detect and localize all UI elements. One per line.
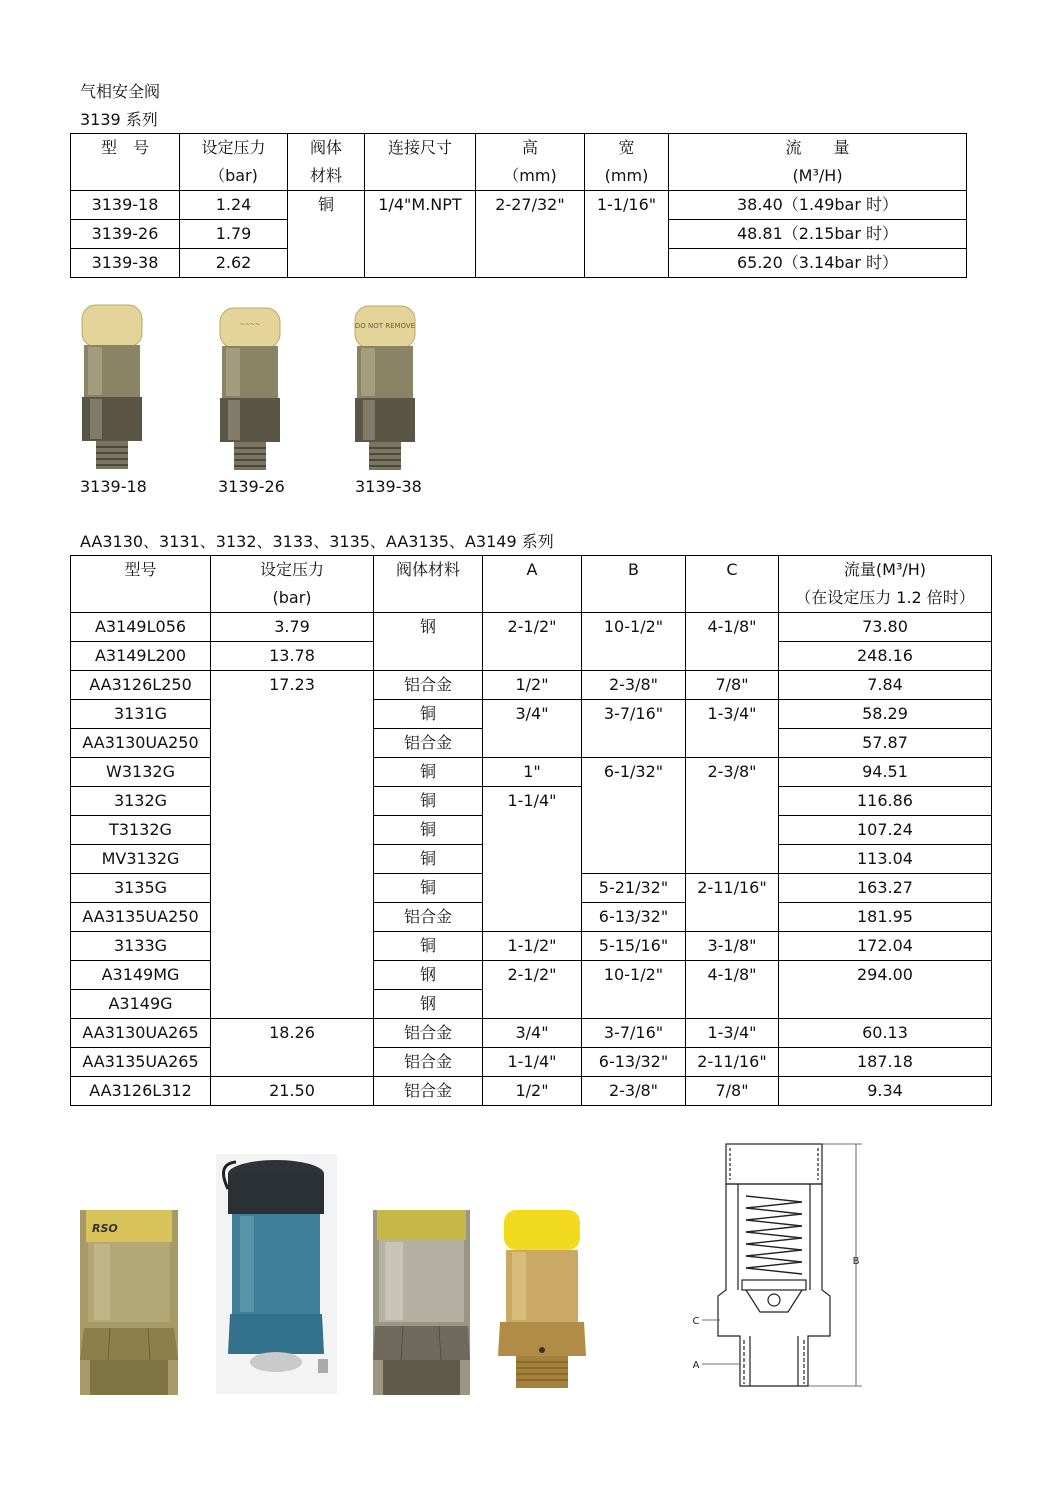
cell-material: 铜 bbox=[288, 191, 365, 278]
cell-pressure: 21.50 bbox=[211, 1077, 374, 1106]
cell-connection: 1/4"M.NPT bbox=[365, 191, 476, 278]
cell-material: 铝合金 bbox=[374, 1048, 483, 1077]
cell-flow: 57.87 bbox=[779, 729, 992, 758]
cell-flow: 38.40（1.49bar 时） bbox=[669, 191, 967, 220]
cell-model: 3139-26 bbox=[71, 220, 180, 249]
cell-c: 4-1/8" bbox=[686, 961, 779, 1019]
table-row bbox=[71, 191, 967, 220]
table-row bbox=[71, 613, 992, 642]
cell-model: A3149L200 bbox=[71, 642, 211, 671]
cell-material: 钢 bbox=[374, 613, 483, 671]
cell-c: 2-3/8" bbox=[686, 758, 779, 874]
cell-pressure: 2.62 bbox=[180, 249, 288, 278]
cell-c: 7/8" bbox=[686, 1077, 779, 1106]
cell-a: 1" bbox=[483, 758, 582, 787]
cell-material: 铜 bbox=[374, 787, 483, 816]
table-row bbox=[71, 1019, 992, 1048]
cell-pressure: 18.26 bbox=[211, 1019, 374, 1077]
photo-caption: 3139-26 bbox=[218, 477, 285, 496]
header-flow: 流 量 (M³/H) bbox=[669, 134, 967, 191]
cell-a: 1-1/4" bbox=[483, 787, 582, 932]
cell-flow: 294.00 bbox=[779, 961, 992, 1019]
cell-pressure: 1.24 bbox=[180, 191, 288, 220]
valve-photo-3139-26 bbox=[218, 308, 288, 470]
diagram-label-a: A bbox=[692, 1360, 700, 1371]
valve-photo-brass-rso bbox=[80, 1210, 178, 1395]
cell-material: 铝合金 bbox=[374, 1077, 483, 1106]
cell-c: 2-11/16" bbox=[686, 1048, 779, 1077]
cell-model: 3131G bbox=[71, 700, 211, 729]
header-flow: 流量(M³/H) （在设定压力 1.2 倍时） bbox=[779, 556, 992, 613]
cell-model: AA3126L250 bbox=[71, 671, 211, 700]
cell-flow: 172.04 bbox=[779, 932, 992, 961]
cell-model: AA3126L312 bbox=[71, 1077, 211, 1106]
cell-model: MV3132G bbox=[71, 845, 211, 874]
table-row bbox=[71, 787, 992, 816]
cell-flow: 58.29 bbox=[779, 700, 992, 729]
cell-a: 1-1/4" bbox=[483, 1048, 582, 1077]
cell-a: 1/2" bbox=[483, 671, 582, 700]
header-material: 阀体材料 bbox=[374, 556, 483, 613]
svg-text:~~~~: ~~~~ bbox=[239, 321, 261, 328]
cell-flow: 113.04 bbox=[779, 845, 992, 874]
cell-pressure: 13.78 bbox=[211, 642, 374, 671]
table-row bbox=[71, 671, 992, 700]
cell-a: 1/2" bbox=[483, 1077, 582, 1106]
valve-photo-blue bbox=[216, 1154, 337, 1394]
cell-material: 铜 bbox=[374, 758, 483, 787]
header-b: B bbox=[582, 556, 686, 613]
cell-material: 铜 bbox=[374, 932, 483, 961]
cell-b: 6-13/32" bbox=[582, 903, 686, 932]
cell-flow: 107.24 bbox=[779, 816, 992, 845]
header-model: 型号 bbox=[71, 556, 211, 613]
cell-a: 2-1/2" bbox=[483, 613, 582, 671]
header-pressure: 设定压力 (bar) bbox=[211, 556, 374, 613]
cell-a: 1-1/2" bbox=[483, 932, 582, 961]
valve-photo-3139-18 bbox=[80, 305, 150, 470]
photo-caption: 3139-38 bbox=[355, 477, 422, 496]
cell-b: 5-21/32" bbox=[582, 874, 686, 903]
cell-model: AA3135UA250 bbox=[71, 903, 211, 932]
cell-flow: 163.27 bbox=[779, 874, 992, 903]
cell-model: A3149L056 bbox=[71, 613, 211, 642]
cell-model: AA3135UA265 bbox=[71, 1048, 211, 1077]
cell-b: 6-13/32" bbox=[582, 1048, 686, 1077]
header-c: C bbox=[686, 556, 779, 613]
cell-c: 2-11/16" bbox=[686, 874, 779, 932]
header-a: A bbox=[483, 556, 582, 613]
cell-model: AA3130UA250 bbox=[71, 729, 211, 758]
cell-flow: 48.81（2.15bar 时） bbox=[669, 220, 967, 249]
cell-b: 5-15/16" bbox=[582, 932, 686, 961]
cell-flow: 187.18 bbox=[779, 1048, 992, 1077]
cell-pressure: 3.79 bbox=[211, 613, 374, 642]
header-pressure: 设定压力 （bar) bbox=[180, 134, 288, 191]
cell-material: 铜 bbox=[374, 874, 483, 903]
cell-height: 2-27/32" bbox=[476, 191, 585, 278]
cell-model: A3149MG bbox=[71, 961, 211, 990]
table-row bbox=[71, 932, 992, 961]
series-title-3139: 3139 系列 bbox=[80, 110, 158, 129]
cell-flow: 7.84 bbox=[779, 671, 992, 700]
table-row bbox=[71, 961, 992, 990]
cell-flow: 181.95 bbox=[779, 903, 992, 932]
cell-model: W3132G bbox=[71, 758, 211, 787]
cell-material: 铝合金 bbox=[374, 671, 483, 700]
cell-c: 3-1/8" bbox=[686, 932, 779, 961]
cell-material: 钢 bbox=[374, 961, 483, 990]
cell-flow: 94.51 bbox=[779, 758, 992, 787]
cell-flow: 116.86 bbox=[779, 787, 992, 816]
section-title: 气相安全阀 bbox=[80, 82, 161, 101]
cell-material: 铜 bbox=[374, 700, 483, 729]
header-height: 高 （mm) bbox=[476, 134, 585, 191]
cell-b: 2-3/8" bbox=[582, 1077, 686, 1106]
cell-material: 铝合金 bbox=[374, 729, 483, 758]
cell-pressure: 17.23 bbox=[211, 671, 374, 1019]
cell-flow: 248.16 bbox=[779, 642, 992, 671]
cell-model: T3132G bbox=[71, 816, 211, 845]
cell-flow: 73.80 bbox=[779, 613, 992, 642]
cell-material: 铝合金 bbox=[374, 1019, 483, 1048]
cell-b: 2-3/8" bbox=[582, 671, 686, 700]
header-connection: 连接尺寸 bbox=[365, 134, 476, 191]
cell-model: 3139-38 bbox=[71, 249, 180, 278]
cell-width: 1-1/16" bbox=[585, 191, 669, 278]
cell-material: 铝合金 bbox=[374, 903, 483, 932]
table-aa3130-series bbox=[70, 555, 992, 1106]
cell-material: 铜 bbox=[374, 845, 483, 874]
cell-material: 钢 bbox=[374, 990, 483, 1019]
cell-model: 3133G bbox=[71, 932, 211, 961]
valve-photo-3139-38 bbox=[353, 306, 423, 470]
valve-cross-section-diagram bbox=[690, 1140, 870, 1390]
cell-material: 铜 bbox=[374, 816, 483, 845]
diagram-label-c: C bbox=[692, 1316, 700, 1327]
cap-text: DO NOT REMOVE bbox=[354, 322, 416, 330]
table-row bbox=[71, 758, 992, 787]
cell-model: 3132G bbox=[71, 787, 211, 816]
table-3139-series bbox=[70, 133, 967, 278]
table-row bbox=[71, 1077, 992, 1106]
cell-c: 4-1/8" bbox=[686, 613, 779, 671]
cell-b: 10-1/2" bbox=[582, 961, 686, 1019]
cell-model: 3139-18 bbox=[71, 191, 180, 220]
cell-c: 1-3/4" bbox=[686, 700, 779, 758]
valve-photo-steel bbox=[373, 1210, 470, 1395]
cell-a: 2-1/2" bbox=[483, 961, 582, 1019]
cell-flow: 65.20（3.14bar 时） bbox=[669, 249, 967, 278]
brand-logo: RSO bbox=[92, 1222, 118, 1235]
cell-model: AA3130UA265 bbox=[71, 1019, 211, 1048]
table-row bbox=[71, 1048, 992, 1077]
cell-pressure: 1.79 bbox=[180, 220, 288, 249]
cell-c: 7/8" bbox=[686, 671, 779, 700]
cell-b: 10-1/2" bbox=[582, 613, 686, 671]
cell-c: 1-3/4" bbox=[686, 1019, 779, 1048]
header-material: 阀体 材料 bbox=[288, 134, 365, 191]
header-width: 宽 (mm) bbox=[585, 134, 669, 191]
header-model: 型 号 bbox=[71, 134, 180, 191]
cell-model: 3135G bbox=[71, 874, 211, 903]
cell-flow: 60.13 bbox=[779, 1019, 992, 1048]
cell-b: 3-7/16" bbox=[582, 700, 686, 758]
table-row bbox=[71, 700, 992, 729]
cell-model: A3149G bbox=[71, 990, 211, 1019]
series-title-aa3130: AA3130、3131、3132、3133、3135、AA3135、A3149 系列 bbox=[80, 532, 554, 551]
diagram-label-b: B bbox=[852, 1256, 860, 1267]
cell-a: 3/4" bbox=[483, 700, 582, 758]
cell-a: 3/4" bbox=[483, 1019, 582, 1048]
cell-b: 3-7/16" bbox=[582, 1019, 686, 1048]
valve-photo-yellow-cap bbox=[498, 1208, 586, 1393]
cell-b: 6-1/32" bbox=[582, 758, 686, 874]
cell-flow: 9.34 bbox=[779, 1077, 992, 1106]
photo-caption: 3139-18 bbox=[80, 477, 147, 496]
